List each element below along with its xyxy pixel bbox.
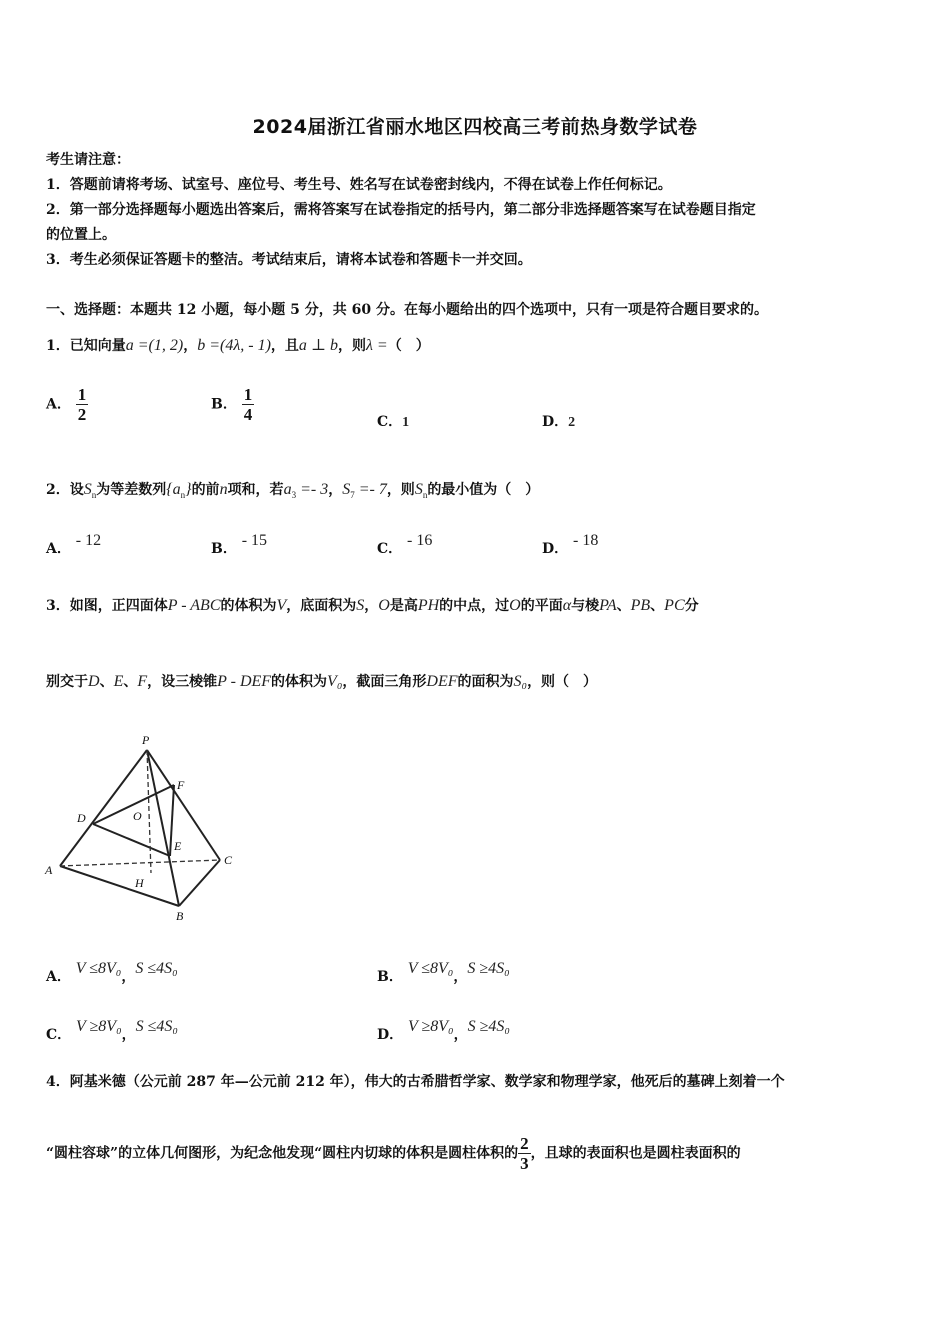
q3-option-b[interactable]: B． V ≤8V₀，S ≥4S₀ <box>377 960 510 985</box>
notice-item-2b: 的位置上。 <box>46 227 116 243</box>
math-symbol: S₀ <box>513 673 528 690</box>
q2-Sn-2: $S_n$ <box>414 481 428 500</box>
math-symbol: α <box>562 597 572 614</box>
question-2: 2．设$S_n$为等差数列$\{a_n\}$的前n项和，若$a_3 =- 3$，$S_7 =- 7$，则$S_n$的最小值为（ ） <box>46 481 540 500</box>
notice-item-1: 1．答题前请将考场、试室号、座位号、考生号、姓名写在试卷密封线内，不得在试卷上作任何标记。 <box>46 177 672 193</box>
text-segment: 、 <box>123 674 138 690</box>
text-segment: 的面积为 <box>457 674 514 690</box>
math-symbol: PB <box>630 597 651 614</box>
math-symbol: V <box>276 597 287 614</box>
q1-option-a[interactable]: A． $\frac{1}{2}$ <box>46 385 87 424</box>
question-1: 1．已知向量a =(1, 2)，b =(4λ, - 1)，且a ⊥ b，则λ =（ ） <box>46 337 430 354</box>
text-segment: 、 <box>650 598 665 614</box>
text-segment: 是高 <box>389 598 418 614</box>
math-symbol: P - ABC <box>167 597 221 614</box>
label-C: C <box>224 853 233 867</box>
q3-option-d[interactable]: D． V ≥8V₀，S ≥4S₀ <box>377 1018 510 1043</box>
question-4-line-1: 4．阿基米德（公元前 287 年—公元前 212 年），伟大的古希腊哲学家、数学家和物理学家，他死后的墓碑上刻着一个 <box>46 1074 785 1090</box>
math-symbol: PA <box>599 597 617 614</box>
label-D: D <box>77 811 86 825</box>
label-P: P <box>142 733 150 747</box>
math-symbol: S <box>356 597 365 614</box>
text-segment: 的平面 <box>520 598 563 614</box>
text-segment: ，底面积为 <box>286 598 357 614</box>
label-B: B <box>176 909 184 923</box>
text-segment: 分 <box>684 598 699 614</box>
fraction: $\frac{2}{3}$ <box>520 1134 529 1173</box>
edge-PA <box>60 750 147 866</box>
text-segment: ，则（ ） <box>527 674 598 690</box>
fraction: $\frac{1}{2}$ <box>77 385 87 424</box>
text-segment: ， <box>364 598 379 614</box>
tetrahedron-figure <box>40 728 250 928</box>
question-3-line-2 <box>46 670 597 694</box>
label-O: O <box>133 809 142 823</box>
math-symbol: DEF <box>426 673 458 690</box>
q2-Sn: $S_n$ <box>83 481 97 500</box>
page-title: 2024届浙江省丽水地区四校高三考前热身数学试卷 <box>252 116 698 138</box>
math-symbol: F <box>137 673 148 690</box>
q2-S7: $S_7 =- 7$ <box>342 481 387 500</box>
math-symbol: E <box>113 673 124 690</box>
q3-option-c[interactable]: C． V ≥8V₀，S ≤4S₀ <box>46 1018 178 1043</box>
q1-vector-b: b =(4λ, - 1) <box>197 337 271 354</box>
q1-text: 1．已知向量 <box>46 338 126 354</box>
label-E: E <box>174 839 182 853</box>
edge-AB <box>60 866 179 906</box>
text-segment: 的中点，过 <box>439 598 510 614</box>
q2-an: $\{a_n\}$ <box>166 481 192 500</box>
q1-lambda: λ = <box>365 337 388 354</box>
text-segment: ，设三棱锥 <box>147 674 218 690</box>
edge-AC-hidden <box>60 860 220 866</box>
q2-option-b[interactable]: B． - 15 <box>211 532 268 557</box>
edge-DE <box>93 824 170 856</box>
q2-option-a[interactable]: A． - 12 <box>46 532 102 557</box>
text-segment: 别交于 <box>46 674 88 690</box>
edge-BC <box>179 860 220 906</box>
text-segment: 的体积为 <box>220 598 277 614</box>
math-symbol: P - DEF <box>217 673 272 690</box>
math-symbol: O <box>509 597 521 614</box>
q1-vector-a: a =(1, 2) <box>125 337 184 354</box>
text-segment: 与棱 <box>571 598 600 614</box>
q2-option-c[interactable]: C． - 16 <box>377 532 433 557</box>
section-heading: 一、选择题：本题共 12 小题，每小题 5 分，共 60 分。在每小题给出的四个选项中，只有一项是符合题目要求的。 <box>46 302 768 318</box>
math-symbol: V₀ <box>327 673 343 690</box>
q3-option-a[interactable]: A． V ≤8V₀，S ≤4S₀ <box>46 960 178 985</box>
q1-perpendicular: a ⊥ b <box>298 337 338 354</box>
math-symbol: PC <box>664 597 685 614</box>
question-3-line-1 <box>46 594 906 618</box>
fraction: $\frac{1}{4}$ <box>243 385 253 424</box>
text-segment: 、 <box>99 674 114 690</box>
q2-option-d[interactable]: D． - 18 <box>542 532 599 557</box>
math-symbol: O <box>378 597 390 614</box>
notice-item-3: 3．考生必须保证答题卡的整洁。考试结束后，请将本试卷和答题卡一并交回。 <box>46 252 532 268</box>
label-A: A <box>45 863 53 877</box>
notice-item-2a: 2．第一部分选择题每小题选出答案后，需将答案写在试卷指定的括号内，第二部分非选择题答案写在试卷题目指定 <box>46 202 756 218</box>
q1-option-c[interactable]: C．1 <box>377 414 410 430</box>
q1-option-b[interactable]: B． $\frac{1}{4}$ <box>211 385 253 424</box>
q1-option-d[interactable]: D．2 <box>542 414 576 430</box>
text-segment: ，截面三角形 <box>342 674 427 690</box>
label-F: F <box>177 778 185 792</box>
math-symbol: D <box>88 673 100 690</box>
label-H: H <box>135 876 144 890</box>
notice-heading: 考生请注意： <box>46 152 130 168</box>
text-segment: 、 <box>616 598 631 614</box>
text-segment: 3．如图，正四面体 <box>46 598 168 614</box>
q2-a3: $a_3 =- 3$ <box>283 481 329 500</box>
question-4-line-2: “圆柱容球”的立体几何图形，为纪念他发现“圆柱内切球的体积是圆柱体积的 $\frac{2}{3}$ ，且球的表面积也是圆柱表面积的 <box>46 1134 741 1173</box>
text-segment: 的体积为 <box>271 674 328 690</box>
math-symbol: PH <box>417 597 440 614</box>
